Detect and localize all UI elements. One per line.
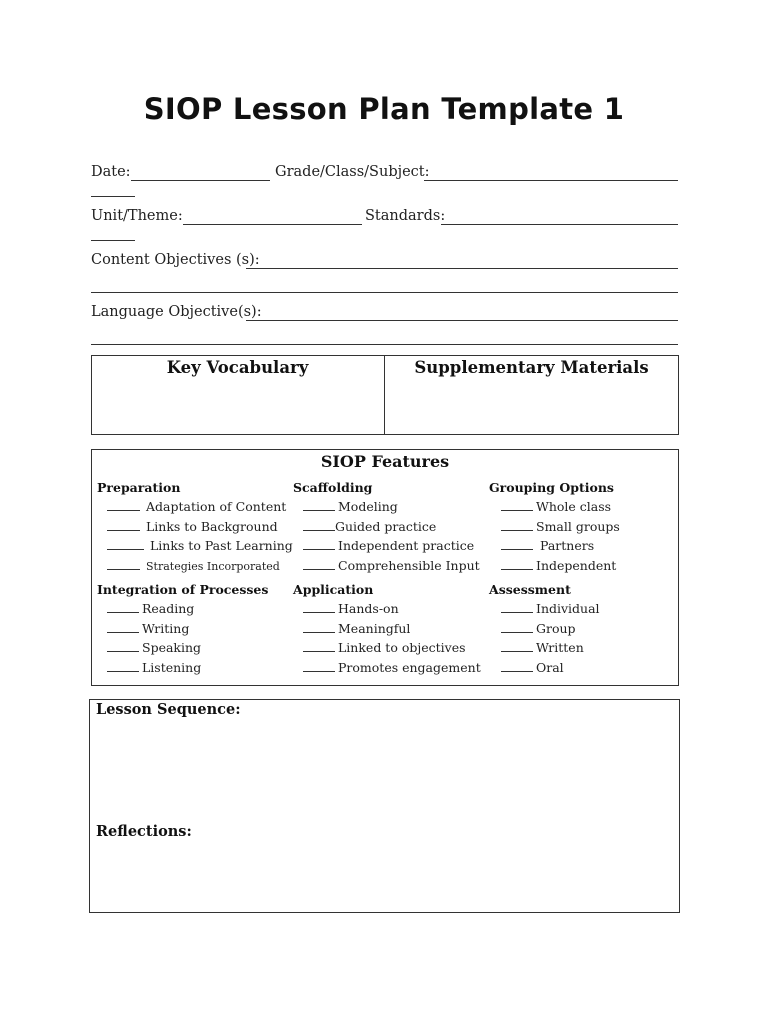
- standards-line[interactable]: [441, 224, 678, 225]
- checkbox-blank[interactable]: [501, 537, 533, 550]
- checkbox-blank[interactable]: [501, 659, 533, 672]
- checklist-item[interactable]: [303, 497, 483, 517]
- checkbox-blank[interactable]: [501, 600, 533, 613]
- siop-features-title: SIOP Features: [320, 452, 450, 471]
- preparation-heading: Preparation: [97, 480, 181, 495]
- checkbox-blank[interactable]: [303, 600, 335, 613]
- checklist-item[interactable]: [107, 638, 287, 658]
- checkbox-blank[interactable]: [107, 518, 140, 531]
- checkbox-blank[interactable]: [303, 537, 335, 550]
- checklist-label: Reading: [142, 601, 195, 616]
- checkbox-blank[interactable]: [107, 639, 139, 652]
- checklist-label: Promotes engagement: [338, 659, 481, 675]
- grade-class-subject-label: Grade/Class/Subject:: [275, 164, 430, 180]
- checkbox-blank[interactable]: [501, 620, 533, 633]
- checklist-label: Modeling: [338, 499, 398, 514]
- checklist-label: Hands-on: [338, 601, 399, 616]
- checklist-item[interactable]: [501, 556, 674, 576]
- checklist-label: Independent: [536, 557, 617, 573]
- checklist-item[interactable]: [501, 497, 674, 517]
- checkbox-blank[interactable]: [107, 557, 140, 570]
- checklist-label: Oral: [536, 659, 564, 675]
- checklist-label: Comprehensible Input: [338, 557, 480, 573]
- checklist-label: Group: [536, 620, 576, 636]
- features-column-1: [97, 480, 293, 677]
- features-column-3: [489, 480, 674, 677]
- checklist-label: Speaking: [142, 640, 202, 655]
- key-vocabulary-heading: Key Vocabulary: [166, 358, 309, 377]
- checkbox-blank[interactable]: [303, 518, 335, 531]
- checklist-item[interactable]: [303, 536, 483, 556]
- checkbox-blank[interactable]: [303, 620, 335, 633]
- lesson-sequence-box[interactable]: [89, 699, 680, 913]
- checkbox-blank[interactable]: [107, 659, 139, 672]
- checkbox-blank[interactable]: [107, 537, 144, 550]
- standards-label: Standards:: [365, 208, 446, 224]
- page-title: SIOP Lesson Plan Template 1: [143, 92, 625, 126]
- scaffolding-heading: Scaffolding: [293, 480, 373, 495]
- checklist-label: Partners: [540, 538, 595, 553]
- checklist-label: Small groups: [536, 518, 620, 534]
- checklist-item[interactable]: [107, 556, 287, 576]
- assessment-heading: Assessment: [489, 582, 571, 597]
- reflections-label: Reflections:: [96, 823, 192, 840]
- checklist-label: Linked to objectives: [338, 640, 466, 655]
- checkbox-blank[interactable]: [501, 557, 533, 570]
- checklist-label: Guided practice: [335, 518, 437, 534]
- checklist-label: Strategies Incorporated: [146, 559, 280, 573]
- checklist-label: Meaningful: [338, 620, 411, 636]
- checklist-item[interactable]: [107, 619, 287, 639]
- content-objectives-line-2[interactable]: [91, 292, 678, 293]
- checklist-item[interactable]: [107, 536, 293, 556]
- checklist-label: Individual: [536, 601, 600, 616]
- language-objectives-line-2[interactable]: [91, 344, 678, 345]
- checkbox-blank[interactable]: [107, 498, 140, 511]
- checkbox-blank[interactable]: [107, 600, 139, 613]
- checklist-label: Adaptation of Content: [146, 499, 287, 514]
- checklist-item[interactable]: [501, 536, 674, 556]
- checklist-item[interactable]: [501, 638, 674, 658]
- checklist-label: Whole class: [536, 499, 612, 514]
- grade-class-subject-line-continued[interactable]: [91, 196, 135, 197]
- checkbox-blank[interactable]: [501, 639, 533, 652]
- unit-theme-label: Unit/Theme:: [91, 208, 183, 224]
- supplementary-materials-heading: Supplementary Materials: [414, 358, 649, 377]
- features-column-2: [293, 480, 483, 677]
- language-objectives-label: Language Objective(s):: [91, 304, 262, 320]
- checklist-label: Written: [536, 640, 584, 655]
- standards-line-continued[interactable]: [91, 240, 135, 241]
- checkbox-blank[interactable]: [303, 498, 335, 511]
- date-label: Date:: [91, 164, 131, 180]
- checklist-item[interactable]: [303, 619, 483, 639]
- checklist-item[interactable]: [501, 658, 674, 678]
- checklist-item[interactable]: [303, 599, 483, 619]
- grade-class-subject-line[interactable]: [424, 180, 678, 181]
- checkbox-blank[interactable]: [501, 498, 533, 511]
- checklist-item[interactable]: [501, 619, 674, 639]
- checkbox-blank[interactable]: [501, 518, 533, 531]
- content-objectives-label: Content Objectives (s):: [91, 252, 260, 268]
- checklist-label: Links to Past Learning: [150, 538, 293, 553]
- integration-of-processes-heading: Integration of Processes: [97, 582, 269, 597]
- date-line[interactable]: [131, 180, 270, 181]
- checklist-item[interactable]: [107, 599, 287, 619]
- language-objectives-line[interactable]: [246, 320, 678, 321]
- checklist-item[interactable]: [303, 638, 483, 658]
- checklist-label: Writing: [142, 620, 190, 636]
- checklist-item[interactable]: [303, 658, 483, 678]
- checkbox-blank[interactable]: [303, 557, 335, 570]
- checklist-label: Independent practice: [338, 538, 475, 553]
- checklist-label: Links to Background: [146, 518, 278, 534]
- checklist-item[interactable]: [107, 517, 287, 537]
- checklist-item[interactable]: [107, 497, 287, 517]
- unit-theme-line[interactable]: [183, 224, 362, 225]
- checklist-item[interactable]: [303, 517, 483, 537]
- checklist-item[interactable]: [501, 517, 674, 537]
- lesson-sequence-label: Lesson Sequence:: [96, 701, 241, 718]
- application-heading: Application: [293, 582, 374, 597]
- checklist-item[interactable]: [501, 599, 674, 619]
- grouping-options-heading: Grouping Options: [489, 480, 614, 495]
- checklist-item[interactable]: [107, 658, 287, 678]
- checklist-item[interactable]: [303, 556, 483, 576]
- checkbox-blank[interactable]: [303, 639, 335, 652]
- content-objectives-line[interactable]: [246, 268, 678, 269]
- checkbox-blank[interactable]: [303, 659, 335, 672]
- checkbox-blank[interactable]: [107, 620, 139, 633]
- checklist-label: Listening: [142, 659, 202, 675]
